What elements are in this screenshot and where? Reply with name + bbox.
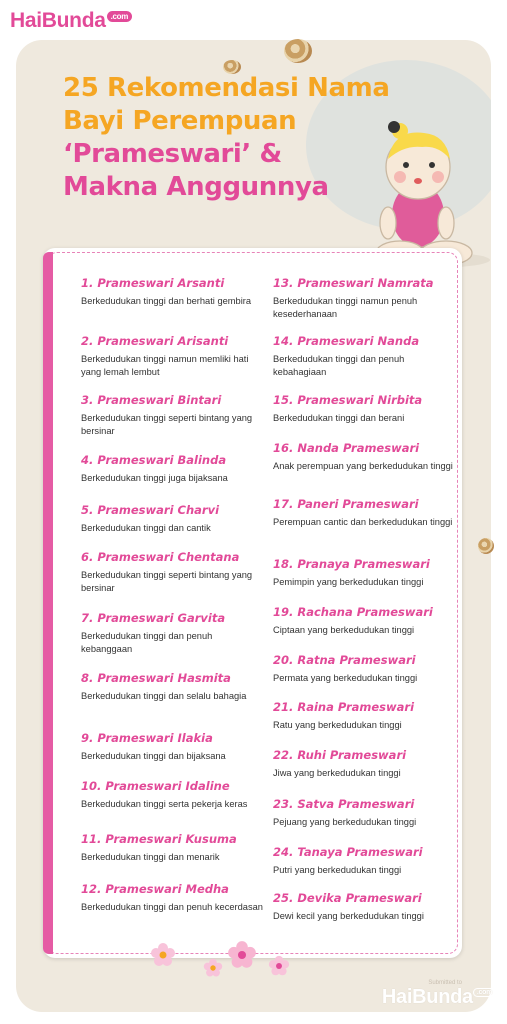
item-name: 15. Prameswari Nirbita xyxy=(273,393,423,407)
item-name: 22. Ruhi Prameswari xyxy=(273,748,407,762)
item-name: 8. Prameswari Hasmita xyxy=(81,671,231,685)
list-item xyxy=(81,731,266,763)
list-item xyxy=(81,453,266,485)
footer-logo[interactable] xyxy=(356,980,496,1009)
item-desc: Berkedudukan tinggi dan berani xyxy=(273,413,405,423)
item-name: 6. Prameswari Chentana xyxy=(81,550,240,564)
item-desc: Berkedudukan tinggi seperti bintang yang bersinar xyxy=(81,570,253,593)
flower-icon xyxy=(150,942,176,968)
list-item xyxy=(81,611,266,656)
list-item xyxy=(81,779,266,811)
item-name: 19. Rachana Prameswari xyxy=(273,605,433,619)
item-desc: Berkedudukan tinggi dan penuh kecerdasan xyxy=(81,902,263,912)
haibunda-logo[interactable] xyxy=(10,9,132,33)
item-desc: Jiwa yang berkedudukan tinggi xyxy=(273,768,401,778)
item-desc: Berkedudukan tinggi dan penuh kebahagiaan xyxy=(273,354,405,377)
item-desc: Berkedudukan tinggi dan bijaksana xyxy=(81,751,226,761)
title-line-4: Makna Anggunnya xyxy=(63,172,329,202)
list-item xyxy=(273,441,458,473)
list-item xyxy=(273,605,458,637)
item-desc: Berkedudukan tinggi dan cantik xyxy=(81,523,211,533)
cookie-icon xyxy=(478,538,494,554)
title-line-2: Bayi Perempuan xyxy=(63,106,297,136)
flower-icon xyxy=(203,958,223,978)
item-desc: Permata yang berkedudukan tinggi xyxy=(273,673,418,683)
item-name: 23. Satva Prameswari xyxy=(273,797,415,811)
list-item xyxy=(273,276,458,321)
list-item xyxy=(81,882,266,914)
item-name: 1. Prameswari Arsanti xyxy=(81,276,225,290)
logo-badge: .com xyxy=(107,11,132,22)
item-name: 16. Nanda Prameswari xyxy=(273,441,420,455)
item-name: 18. Pranaya Prameswari xyxy=(273,557,430,571)
footer-submitted-text: Submitted to xyxy=(428,980,462,986)
item-name: 12. Prameswari Medha xyxy=(81,882,229,896)
baby-illustration xyxy=(360,115,500,270)
list-item xyxy=(273,393,458,425)
item-desc: Ratu yang berkedudukan tinggi xyxy=(273,720,402,730)
page-title xyxy=(63,72,393,204)
item-name: 14. Prameswari Nanda xyxy=(273,334,420,348)
item-desc: Putri yang berkedudukan tinggi xyxy=(273,865,402,875)
item-desc: Berkedudukan tinggi dan penuh kebanggaan xyxy=(81,631,213,654)
item-desc: Anak perempuan yang berkedudukan tinggi xyxy=(273,461,453,471)
list-item xyxy=(273,653,458,685)
list-item xyxy=(273,557,458,589)
cookie-icon xyxy=(284,39,312,63)
item-name: 21. Raina Prameswari xyxy=(273,700,415,714)
list-item xyxy=(81,832,266,864)
item-name: 9. Prameswari Ilakia xyxy=(81,731,213,745)
title-line-3: ‘Prameswari’ & xyxy=(63,139,282,169)
list-item xyxy=(81,276,266,308)
list-item xyxy=(273,797,458,829)
item-name: 7. Prameswari Garvita xyxy=(81,611,226,625)
item-name: 2. Prameswari Arisanti xyxy=(81,334,229,348)
list-item xyxy=(81,503,266,535)
footer-badge: .com xyxy=(473,988,496,997)
item-desc: Berkedudukan tinggi dan berhati gembira xyxy=(81,296,252,306)
item-desc: Ciptaan yang berkedudukan tinggi xyxy=(273,625,415,635)
item-name: 11. Prameswari Kusuma xyxy=(81,832,237,846)
list-item xyxy=(81,671,266,703)
item-name: 20. Ratna Prameswari xyxy=(273,653,416,667)
item-name: 4. Prameswari Balinda xyxy=(81,453,227,467)
item-name: 5. Prameswari Charvi xyxy=(81,503,220,517)
panel-accent-edge xyxy=(43,252,53,954)
list-item xyxy=(273,700,458,732)
logo-text: HaiBunda xyxy=(10,9,106,32)
item-desc: Pejuang yang berkedudukan tinggi xyxy=(273,817,417,827)
list-item xyxy=(273,748,458,780)
item-desc: Berkedudukan tinggi namun penuh kesederhanaan xyxy=(273,296,418,319)
item-desc: Dewi kecil yang berkedudukan tinggi xyxy=(273,911,424,921)
item-desc: Berkedudukan tinggi juga bijaksana xyxy=(81,473,228,483)
title-line-1: 25 Rekomendasi Nama xyxy=(63,73,390,103)
list-item xyxy=(273,334,458,379)
item-name: 13. Prameswari Namrata xyxy=(273,276,434,290)
list-item xyxy=(81,550,266,595)
list-item xyxy=(273,891,458,923)
item-name: 17. Paneri Prameswari xyxy=(273,497,419,511)
list-item xyxy=(81,334,266,379)
item-desc: Berkedudukan tinggi dan selalu bahagia xyxy=(81,691,247,701)
list-item xyxy=(81,393,266,438)
item-desc: Perempuan cantic dan berkedudukan tinggi xyxy=(273,517,453,527)
flower-icon xyxy=(268,955,290,977)
item-desc: Berkedudukan tinggi seperti bintang yang bersinar xyxy=(81,413,253,436)
item-name: 3. Prameswari Bintari xyxy=(81,393,222,407)
list-item xyxy=(273,845,458,877)
item-name: 10. Prameswari Idaline xyxy=(81,779,230,793)
item-desc: Berkedudukan tinggi dan menarik xyxy=(81,852,220,862)
item-desc: Berkedudukan tinggi serta pekerja keras xyxy=(81,799,248,809)
item-desc: Berkedudukan tinggi namun memliki hati yang lemah lembut xyxy=(81,354,249,377)
item-name: 25. Devika Prameswari xyxy=(273,891,422,905)
item-desc: Pemimpin yang berkedudukan tinggi xyxy=(273,577,424,587)
list-item xyxy=(273,497,458,529)
flower-icon xyxy=(227,940,257,970)
footer-brand-text: HaiBunda xyxy=(381,986,473,1008)
item-name: 24. Tanaya Prameswari xyxy=(273,845,423,859)
